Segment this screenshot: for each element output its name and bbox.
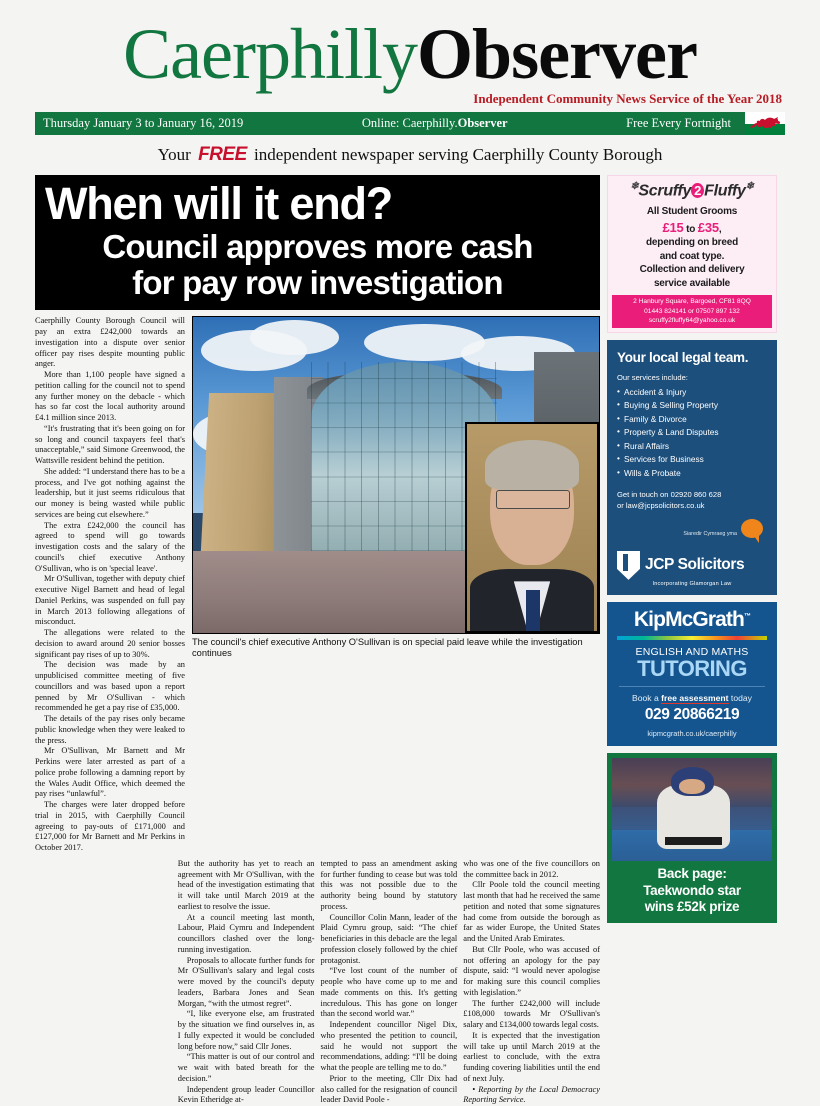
council-offices-photo bbox=[192, 316, 600, 634]
jcp-service-item: • Accident & Injury bbox=[617, 386, 767, 399]
jcp-service-item: • Buying & Selling Property bbox=[617, 399, 767, 412]
jcp-welsh-text: Siaredir Cymraeg yma bbox=[683, 531, 737, 537]
lead-headline bbox=[35, 175, 600, 310]
main-column bbox=[35, 175, 600, 1106]
article-signoff: • Reporting by the Local Democracy Reporting Service. bbox=[463, 1085, 600, 1106]
trademark-icon: ™ bbox=[744, 613, 750, 620]
dragon-glyph bbox=[748, 114, 782, 133]
award-strapline: Independent Community News Service of the Year 2018 bbox=[0, 92, 820, 105]
article-column-3 bbox=[321, 859, 458, 1106]
article-column-3-text bbox=[321, 859, 458, 1106]
jcp-phone-line: Get in touch on 02920 860 628 bbox=[617, 489, 767, 500]
masthead-title-caerphilly: Caerphilly bbox=[123, 14, 417, 94]
kip-logo-kip: Kip bbox=[634, 608, 665, 631]
paragraph: who was one of the five councillors on the committee back in 2012. bbox=[463, 859, 600, 881]
kip-logo bbox=[615, 608, 769, 631]
paragraph: Mr O'Sullivan, Mr Barnett and Mr Perkins were later arrested as part of a police probe following a damning report by the Wales Audit Office, which deemed the pay rises “unlawful”. bbox=[35, 746, 185, 800]
kip-cta-bold: free assessment bbox=[661, 693, 728, 704]
back-page-line-3: wins £52k prize bbox=[612, 899, 772, 915]
online-brand: Observer bbox=[458, 116, 508, 130]
online-prefix: Online: Caerphilly. bbox=[362, 116, 458, 130]
kip-service: TUTORING bbox=[615, 657, 769, 680]
taekwondo-photo bbox=[612, 758, 772, 861]
scruffy-line-2: depending on breed bbox=[612, 236, 772, 250]
shield-icon bbox=[617, 551, 640, 580]
paragraph: The extra £242,000 the council has agreed to spend will go towards investigation costs and the salary of the council's chief executive Anthony O'Sullivan, who is on 'special leave'. bbox=[35, 521, 185, 575]
issue-date: Thursday January 3 to January 16, 2019 bbox=[43, 116, 243, 131]
advert-kip-mcgrath[interactable] bbox=[607, 602, 777, 746]
tagline-free-word: FREE bbox=[195, 144, 250, 165]
lead-article-bottom bbox=[35, 859, 600, 1106]
jcp-strapline: Incorporating Glamorgan Law bbox=[617, 581, 767, 587]
article-column-2-text bbox=[178, 859, 315, 1106]
paragraph: The allegations were related to the decision to award around 20 senior bosses significant pay rises of up to 30%. bbox=[35, 628, 185, 660]
article-column-4 bbox=[463, 859, 600, 1106]
scruffy-line-5: service available bbox=[612, 277, 772, 291]
advert-scruffy-2-fluffy[interactable] bbox=[607, 175, 777, 333]
paragraph: tempted to pass an amendment asking for further funding to cease but was told this was not possible due to the authority being bound by statutory process. bbox=[321, 859, 458, 913]
athlete-face bbox=[679, 779, 705, 794]
back-page-caption bbox=[612, 866, 772, 915]
kip-logo-mcgrath: McGrath bbox=[665, 608, 744, 631]
portrait-tie bbox=[526, 590, 540, 632]
anthony-osullivan-portrait bbox=[465, 422, 599, 634]
paragraph: Independent group leader Councillor Kevin Etheridge at- bbox=[178, 1085, 315, 1106]
article-column-2 bbox=[178, 859, 315, 1106]
kip-cta-before: Book a bbox=[632, 693, 661, 703]
portrait-hair bbox=[485, 440, 579, 490]
back-page-line-1: Back page: bbox=[612, 866, 772, 882]
back-page-promo[interactable] bbox=[607, 753, 777, 923]
scruffy-contact-bar bbox=[612, 295, 772, 328]
paragraph: But the authority has yet to reach an agreement with Mr O'Sullivan, with the head of the investigation estimating that it will take until March 2019 at the earliest to resolve the issue. bbox=[178, 859, 315, 913]
paragraph: The further £242,000 will include £108,000 towards Mr O'Sullivan's salary and £134,000 towards legal costs. bbox=[463, 999, 600, 1031]
scruffy-price-end: , bbox=[719, 224, 722, 235]
paw-print-icon: ❄ bbox=[746, 181, 754, 192]
jcp-welsh-language-note bbox=[617, 519, 767, 549]
jcp-logo-name: JCP Solicitors bbox=[645, 556, 744, 574]
info-bar-inner bbox=[35, 112, 745, 135]
scruffy-price-low: £15 bbox=[663, 220, 684, 235]
article-column-1-continued bbox=[35, 859, 172, 1106]
jcp-service-item: • Family & Divorce bbox=[617, 413, 767, 426]
rainbow-rule bbox=[617, 636, 767, 640]
tagline bbox=[0, 144, 820, 166]
kip-subjects: ENGLISH AND MATHS bbox=[615, 646, 769, 658]
paragraph: Mr O'Sullivan, together with deputy chief executive Nigel Barnett and head of legal Daniel Perkins, was suspended on full pay in March 2013 following allegations of misconduct. bbox=[35, 574, 185, 628]
paragraph: The details of the pay rises only became public knowledge when they were leaked to the press. bbox=[35, 714, 185, 746]
scruffy-offer bbox=[612, 205, 772, 290]
photo-caption: The council's chief executive Anthony O'Sullivan is on special paid leave while the investigation continues bbox=[192, 637, 600, 659]
speech-bubble-icon bbox=[741, 519, 763, 538]
jcp-email-line: or law@jcpsolicitors.co.uk bbox=[617, 500, 767, 511]
paragraph: Prior to the meeting, Cllr Dix had also called for the resignation of council leader David Poole - bbox=[321, 1074, 458, 1106]
article-column-1-text bbox=[35, 316, 185, 854]
paragraph: Independent councillor Nigel Dix, who presented the petition to council, said he would not support the recommendations, adding: “I'll be doing what the people are telling me to do.” bbox=[321, 1020, 458, 1074]
paragraph: Caerphilly County Borough Council will pay an extra £242,000 towards an investigation into a dispute over senior officer pay rises despite mounting public anger. bbox=[35, 316, 185, 370]
paragraph: “I've lost count of the number of people who have come up to me and made comments on this. It's getting incredulous. This has gone on longer than the second world war.” bbox=[321, 966, 458, 1020]
frequency-label: Free Every Fortnight bbox=[626, 116, 737, 131]
sidebar-adverts bbox=[607, 175, 777, 1106]
kip-phone[interactable]: 029 20866219 bbox=[615, 706, 769, 724]
scruffy-address: 2 Hanbury Square, Bargoed, CF81 8QQ bbox=[614, 297, 770, 307]
paragraph: Proposals to allocate further funds for Mr O'Sullivan's salary and legal costs were moved by the council's deputy leaders, Barbara Jones and Sean Morgan, “with the utmost regret”. bbox=[178, 956, 315, 1010]
tagline-after: independent newspaper serving Caerphilly County Borough bbox=[250, 145, 663, 164]
masthead-title bbox=[0, 18, 820, 90]
scruffy-line-4: Collection and delivery bbox=[612, 263, 772, 277]
masthead-title-observer: Observer bbox=[417, 14, 697, 94]
jcp-services-list bbox=[617, 386, 767, 480]
article-column-4-text bbox=[463, 859, 600, 1106]
lead-article-top bbox=[35, 316, 600, 854]
jcp-logo bbox=[617, 551, 767, 580]
cloud bbox=[250, 320, 339, 355]
scruffy-logo-right: Fluffy bbox=[704, 182, 745, 199]
paragraph: At a council meeting last month, Labour, Plaid Cymru and Independent councillors clashed over the long-running investigation. bbox=[178, 913, 315, 956]
headline-line-2 bbox=[45, 229, 590, 300]
jcp-service-item: • Services for Business bbox=[617, 453, 767, 466]
kip-cta bbox=[615, 693, 769, 703]
jcp-subheading: Our services include: bbox=[617, 373, 767, 382]
paragraph: “This matter is out of our control and we wait with bated breath for the decision.” bbox=[178, 1052, 315, 1084]
jcp-service-item: • Rural Affairs bbox=[617, 440, 767, 453]
scruffy-logo-two: 2 bbox=[691, 183, 704, 198]
jcp-service-item: • Wills & Probate bbox=[617, 467, 767, 480]
paragraph: More than 1,100 people have signed a petition calling for the council not to spend any further money on the debacle - which has so far cost the local authority around £4.1 million since 2013. bbox=[35, 370, 185, 424]
scruffy-line-1: All Student Grooms bbox=[612, 205, 772, 219]
info-bar bbox=[35, 112, 785, 135]
paragraph: She added: “I understand there has to be a process, and I've got nothing against the leadership, but it just seems ridiculous that our money is being wasted while public services are being cut elsewhere.” bbox=[35, 467, 185, 521]
tagline-before: Your bbox=[158, 145, 196, 164]
paragraph: The charges were later dropped before trial in 2015, with Caerphilly Council agreeing to pay-outs of £171,000 and £127,000 for Mr Barnett and Mr Perkins in October 2017. bbox=[35, 800, 185, 854]
back-page-line-2: Taekwondo star bbox=[612, 883, 772, 899]
paragraph: Councillor Colin Mann, leader of the Plaid Cymru group, said: “The chief beneficiaries in this debacle are the legal profession closely followed by the chief protagonist. bbox=[321, 913, 458, 967]
jcp-heading: Your local legal team. bbox=[617, 350, 767, 365]
scruffy-email: scruffy2fluffy64@yahoo.co.uk bbox=[614, 316, 770, 326]
online-label bbox=[243, 116, 626, 131]
scruffy-line-3: and coat type. bbox=[612, 250, 772, 264]
paw-print-icon: ❄ bbox=[630, 181, 638, 192]
kip-cta-after: today bbox=[729, 693, 752, 703]
lead-photo-block bbox=[192, 316, 600, 854]
scruffy-price-high: £35 bbox=[698, 220, 719, 235]
article-column-1 bbox=[35, 316, 185, 854]
headline-line-1: When will it end? bbox=[45, 181, 590, 226]
paragraph: The decision was made by an unpublicised committee meeting of five councillors and was based upon a report penned by Mr O'Sullivan - which recommended he get a pay rise of £35,000. bbox=[35, 660, 185, 714]
scruffy-logo bbox=[630, 181, 753, 200]
paragraph: But Cllr Poole, who was accused of not offering an apology for the pay dispute, said: “I would never apologise for making sure this council complies with legislation.” bbox=[463, 945, 600, 999]
advert-jcp-solicitors[interactable] bbox=[607, 340, 777, 595]
scruffy-phone: 01443 824141 or 07507 897 132 bbox=[614, 307, 770, 317]
paragraph: “It's frustrating that it's been going on for so long and council taxpayers feel that's unacceptable,” said Simone Greenwood, the Wattsville resident behind the petition. bbox=[35, 424, 185, 467]
divider bbox=[619, 686, 765, 687]
page-content bbox=[35, 175, 785, 1106]
scruffy-price-mid: to bbox=[684, 224, 698, 235]
welsh-dragon-flag-icon bbox=[745, 112, 785, 135]
athlete-belt bbox=[665, 837, 723, 844]
headline-line-2a: Council approves more cash bbox=[45, 229, 590, 265]
paragraph: “I, like everyone else, am frustrated by the situation we find ourselves in, as I fully expected it would be concluded long before now,” said Cllr Jones. bbox=[178, 1009, 315, 1052]
scruffy-logo-left: Scruffy bbox=[638, 182, 691, 199]
kip-url[interactable]: kipmcgrath.co.uk/caerphilly bbox=[615, 729, 769, 738]
headline-line-2b: for pay row investigation bbox=[45, 265, 590, 301]
jcp-service-item: • Property & Land Disputes bbox=[617, 426, 767, 439]
masthead bbox=[0, 0, 820, 105]
scruffy-price-line bbox=[612, 219, 772, 237]
paragraph: It is expected that the investigation will take up until March 2019 at the earliest to conclude, with the extra funding covering liabilities until the end of next July. bbox=[463, 1031, 600, 1085]
glasses-icon bbox=[496, 490, 571, 509]
paragraph: Cllr Poole told the council meeting last month that had he received the same petition and noted that some signatures had come from outside the borough as far as wider Europe, the United States and the United Arab Emirates. bbox=[463, 880, 600, 945]
jcp-contact bbox=[617, 489, 767, 512]
